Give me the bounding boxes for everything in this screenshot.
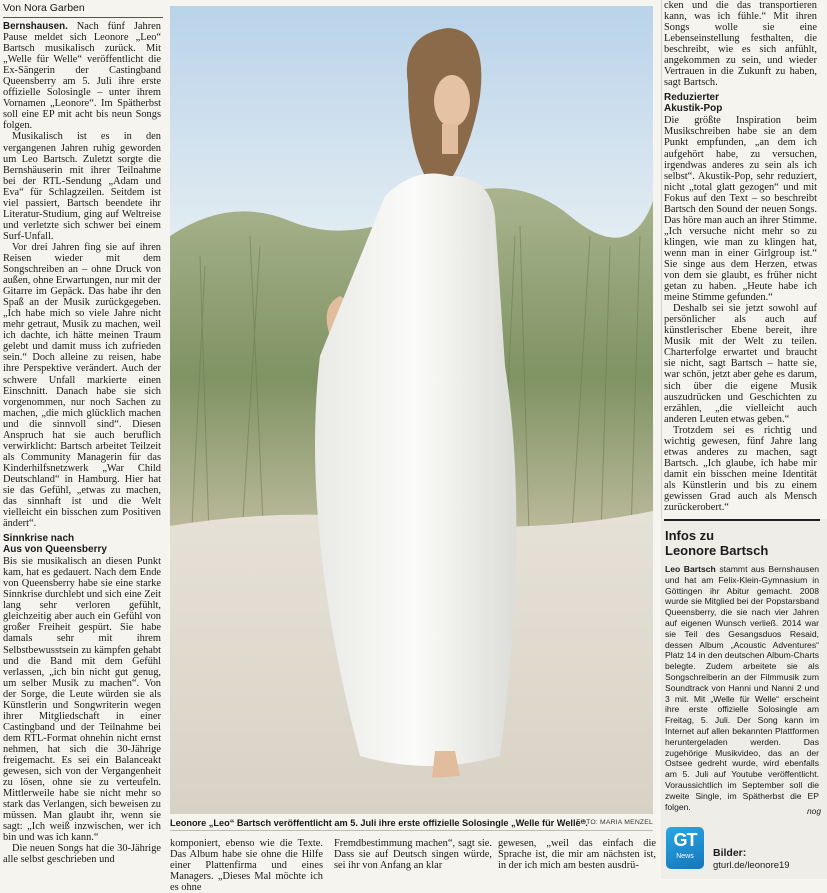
photo-illustration [170, 6, 653, 814]
article-column-5 [664, 0, 817, 512]
subheading-line: Reduzierter [664, 92, 720, 104]
article-paragraph: Die größte Inspiration beim Musikschreiben habe sie an dem Punkt empfunden, „an dem ich aufgehört habe, zu versuchen, irgendwas anderes zu sein als ich selbst“. Akustik-Pop, sehr reduziert, nicht „total glatt gezogen“ und mit Fokus auf den Text – so beschreibt Bartsch den Sound der neuen Songs. Das höre man auch an ihrer Stimme. „Ich versuche nicht mehr so zu klingen, wie man zu klingen hat, wenn man in einer Girlgroup ist.“ Sie singe aus dem Herzen, etwas von dem sie glaubt, es früher nicht getan zu haben. „Heute habe ich meine Stimme gefunden.“ [664, 115, 817, 304]
author-tag: nog [807, 806, 821, 816]
info-box-rule [664, 519, 820, 521]
info-box-title [665, 528, 821, 558]
article-column-1 [3, 21, 161, 879]
subheading-line: Sinnkrise nach [3, 533, 75, 545]
info-box [661, 519, 827, 879]
article-lead-paragraph [3, 21, 161, 131]
article-column-3 [334, 838, 492, 879]
subheading-sinnkrise [3, 533, 161, 555]
article-paragraph: Vor drei Jahren fing sie auf ihren Reisen wieder mit dem Songschreiben an – ohne Druck von außen, ohne Erwartungen, nur mit der Gitarre im Gepäck. Das habe ihr den Spaß an der Musik zurückgegeben. „Ich habe mich so viele Jahre nicht mehr getraut, Musik zu machen, weil ich dachte, ich hätte meinen Traum gelebt und damit muss ich zufrieden sein.“ Doch alleine zu reisen, habe ihre Perspektive verändert. Auch der schwere Unfall markierte einen Einschnitt. Danach habe sie sich vorgenommen, nur noch Sachen zu machen, „die mich glücklich machen und die sinnvoll sind“. Diesen Anspruch hat sie auch beruflich verwirklicht: Bartsch arbeitet Teilzeit als Community Managerin für das Kinderhilfsnetzwerk „War Child Deutschland“ in Hamburg. Hier hat sie das Gefühl, „etwas zu machen, das sinnhaft ist und die Welt vielleicht ein bisschen zum Positiven ändert“. [3, 241, 161, 530]
logo-text: GT [673, 830, 697, 850]
photo-caption [170, 816, 653, 831]
caption-text: Leonore „Leo“ Bartsch veröffentlicht am 5. Juli ihre erste offizielle Solosingle „Welle für Welle“. [170, 818, 588, 828]
info-box-text: stammt aus Bernshausen und hat am Felix-Klein-Gymnasium in Göttingen ihr Abitur gemacht. 2008 wurde sie Mitglied bei der Popstarsband Queensberry, die sie nach vier Jahren auf eigenen Wunsch verließ. 2014 war sie Teil des Gesangsduos Resaid, dessen Album „Acoustic Adventures“ Platz 14 in den deutschen Album-Charts belegte. Zudem arbeitete sie als Songschreiberin an der Filmmusik zum Soundtrack von Hanni und Nanni 2 und 3 mit. Mit „Welle für Welle“ erscheint ihre erste offizielle Solosingle am Freitag, 5. Juli. Der Song kann im Internet auf allen bekannten Plattformen heruntergeladen werden. Das zugehörige Musikvideo, das an der Ostsee gedreht wurde, wird ebenfalls am 5. Juli auf Youtube veröffentlicht. Voraussichtlich im September soll die zweite Single, im Spätherbst die EP folgen. [665, 564, 819, 812]
article-paragraph: Die neuen Songs hat die 30-Jährige alle selbst geschrieben und [3, 843, 161, 866]
article-column-2 [170, 838, 323, 893]
lead-place: Bernshausen. [3, 21, 68, 32]
subheading-line: Akustik-Pop [664, 103, 723, 115]
article-paragraph: cken und die das transportieren kann, was ich fühle.“ Mit ihren Songs wolle sie eine Lebenseinstellung festhalten, die beschreibt, wie es sich anfühlt, angekommen zu sein, und wieder Vertrauen in die Zukunft zu haben, sagt Bartsch. [664, 0, 817, 89]
foot [432, 751, 460, 778]
gallery-label: Bilder: [713, 847, 747, 859]
article-photo [170, 6, 653, 814]
subheading-line: Aus von Queensberry [3, 544, 107, 556]
photo-credit: FOTO: MARIA MENZEL [576, 819, 653, 826]
logo-subtext: News [676, 853, 694, 860]
subheading-akustik-pop [664, 92, 817, 114]
article-paragraph: Trotzdem sei es richtig und wichtig gewesen, fünf Jahre lang etwas anderes zu machen, sagt Bartsch. „Ich glaube, ich habe mir damit ein bisschen meine Identität als Künstlerin und bis zu einem gewissen Grad auch als Mensch zurückerobert.“ [664, 424, 817, 514]
article-paragraph: gewesen, „weil das einfach die Sprache ist, die mir am nächsten ist, in der ich mich am besten ausdrü- [498, 838, 656, 872]
gt-news-logo [666, 827, 704, 869]
article-paragraph: Deshalb sei sie jetzt sowohl auf persönlicher als auch auf künstlerischer Ebene bereit, ihre Musik mit der Welt zu teilen. Charterfolge erwartet und braucht sie nicht, sagt Bartsch – hatte sie, war schön, jetzt aber gehe es darum, sich über die eigene Musik auszudrücken und Geschichten zu erzählen, „die vielleicht auch anderen Leuten etwas geben.“ [664, 303, 817, 425]
info-box-lead-name: Leo Bartsch [665, 564, 716, 574]
article-paragraph: komponiert, ebenso wie die Texte. Das Album habe sie ohne die Hilfe einer Plattenfirma und eines Managers. „Dieses Mal möchte ich es ohne [170, 838, 323, 893]
face [434, 75, 470, 127]
article-column-4 [498, 838, 656, 879]
info-box-title-line: Infos zu [665, 528, 715, 543]
byline: Von Nora Garben [3, 0, 163, 18]
lead-text: Nach fünf Jahren Pause meldet sich Leonore „Leo“ Bartsch musikalisch zurück. Mit „Welle für Welle“ veröffentlicht die Ex-Sängerin der Castingband Queensberry am 5. Juli ihre erste offizielle Solosingle – unter ihrem Vornamen „Leonore“. Im Spätherbst soll eine EP mit acht bis neun Songs folgen. [3, 21, 161, 132]
gallery-url-link[interactable]: gturl.de/leonore19 [713, 860, 790, 871]
info-box-title-line: Leonore Bartsch [665, 543, 769, 558]
gallery-link-block [713, 847, 790, 872]
neck [442, 124, 458, 154]
article-paragraph: Musikalisch ist es in den vergangenen Jahren ruhig geworden um Leo Bartsch. Zuletzt sorgte die Bernshäuserin mit ihrer Teilnahme bei der RTL-Sendung „Adam und Eva“ für Schlagzeilen. Seitdem ist viel passiert, Bartsch beendete ihr Literatur-Studium, ging auf Weltreise und verletzte sich schwer bei einem Surf-Unfall. [3, 131, 161, 242]
article-paragraph: Fremdbestimmung machen“, sagt sie. Dass sie auf Deutsch singen würde, sei ihr von Anfang an klar [334, 838, 492, 872]
article-paragraph: Bis sie musikalisch an diesen Punkt kam, hat es gedauert. Nach dem Ende von Queensberry habe sie eine starke Sinnkrise durchlebt und sich eine Zeit lang sehr verloren gefühlt, gleichzeitig aber auch ein Gefühl von großer Freiheit gespürt. Sie habe damals sehr mit ihrem Selbstbewusstsein zu kämpfen gehabt und die Band mit dem Gefühl verlassen, „ich bin nicht gut genug, um selber Musik zu machen“. Von der Sorge, die Leute würden sie als Künstlerin und Songwriterin wegen ihrer Mitgliedschaft in einer Castingband und der Teilnahme bei dem RTL-Format ohnehin nicht ernst nehmen, hat sich die 30-Jährige freigemacht. Es sei ein Balanceakt gewesen, sich von der Vergangenheit zu lösen, ohne sie zu verteufeln. Mittlerweile habe sie nicht mehr so stark das Verlangen, sich beweisen zu müssen. Man glaubt ihr, wenn sie sagt: „Ich weiß inzwischen, wer ich bin und was ich kann.“ [3, 556, 161, 844]
info-box-body [665, 564, 819, 827]
